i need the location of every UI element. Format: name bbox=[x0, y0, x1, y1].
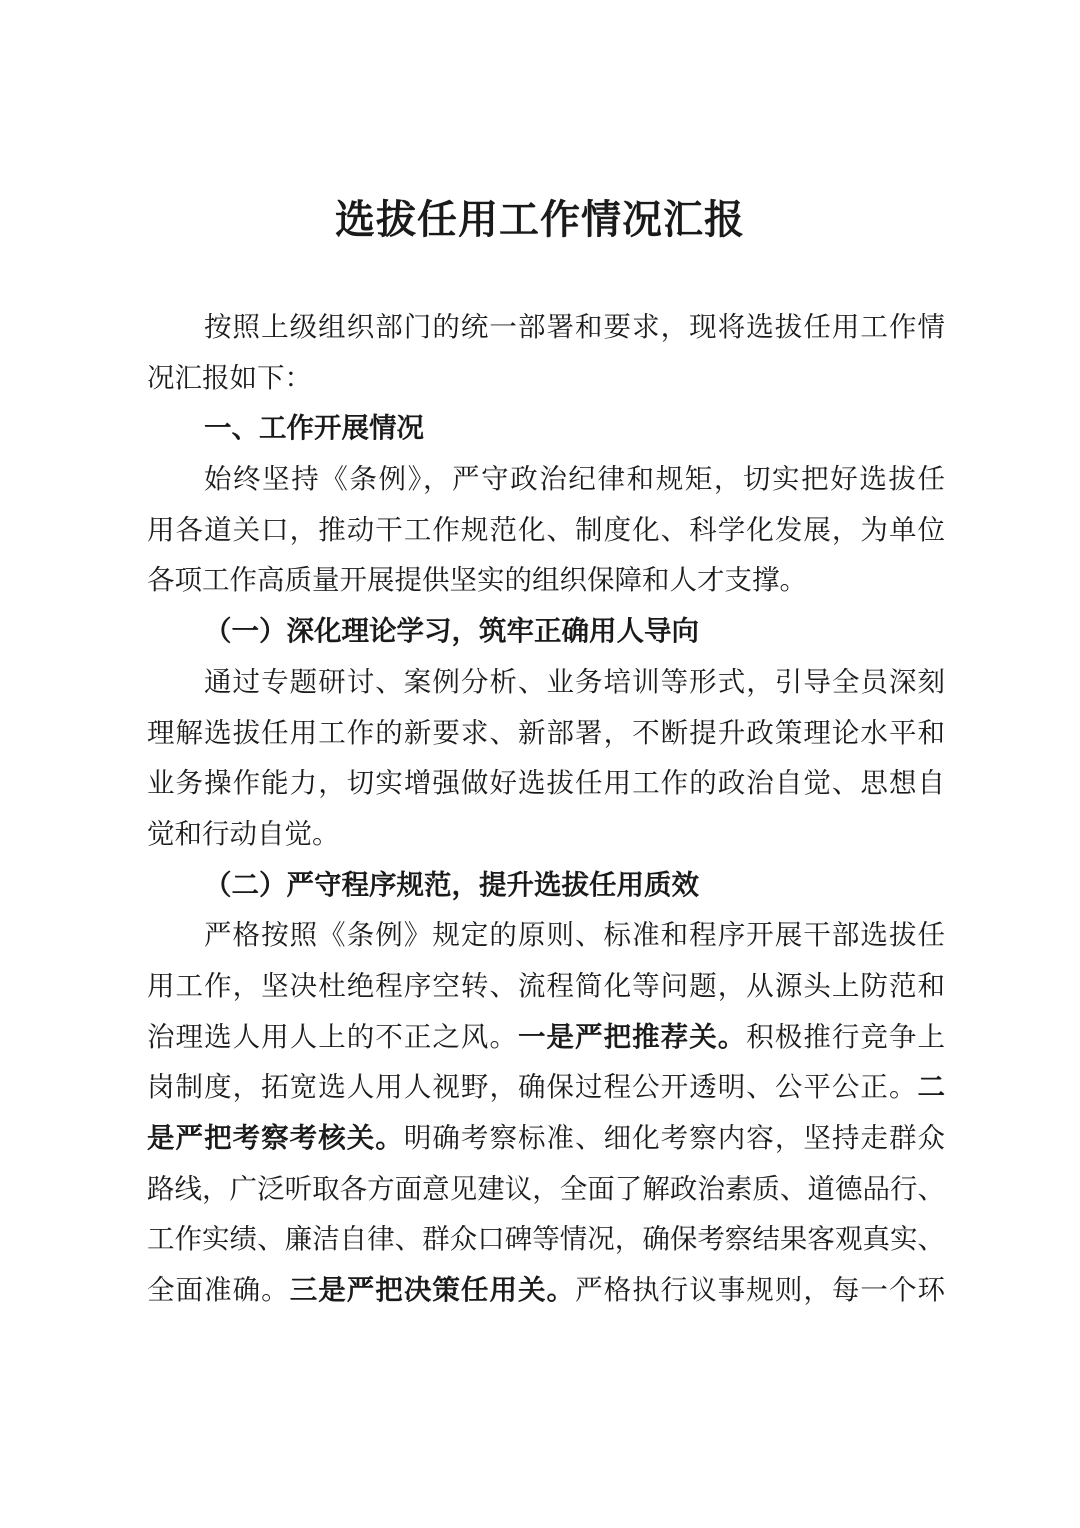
bold-text: 是严把考察考核关。 bbox=[147, 1122, 404, 1154]
section-heading-line bbox=[147, 403, 945, 454]
text-line bbox=[147, 1113, 945, 1164]
bold-text: （一）深化理论学习，筑牢正确用人导向 bbox=[204, 615, 699, 648]
text-run: 始终坚持《条例》，严守政治纪律和规矩，切实把好选拔任 bbox=[204, 463, 945, 496]
text-run: 用各道关口，推动干工作规范化、制度化、科学化发展，为单位 bbox=[147, 513, 945, 546]
text-run: 明确考察标准、细化考察内容，坚持走群众 bbox=[403, 1122, 946, 1154]
text-run: 用工作，坚决杜绝程序空转、流程简化等问题，从源头上防范和 bbox=[147, 969, 945, 1002]
text-line bbox=[147, 860, 945, 911]
text-run: 各项工作高质量开展提供坚实的组织保障和人才支撑。 bbox=[147, 564, 807, 597]
text-run: 治理选人用人上的不正之风。 bbox=[147, 1020, 518, 1053]
text-run: 业务操作能力，切实增强做好选拔任用工作的政治自觉、思想自 bbox=[147, 767, 945, 800]
text-run: 通过专题研讨、案例分析、业务培训等形式，引导全员深刻 bbox=[204, 665, 945, 698]
text-line bbox=[147, 1164, 945, 1215]
text-line bbox=[147, 606, 945, 657]
text-line bbox=[147, 1012, 945, 1063]
text-run: 理解选拔任用工作的新要求、新部署，不断提升政策理论水平和 bbox=[147, 716, 945, 749]
bold-text: 二 bbox=[917, 1071, 945, 1104]
text-line bbox=[147, 809, 945, 860]
text-line bbox=[147, 555, 945, 606]
text-line bbox=[147, 910, 945, 961]
text-run: 积极推行竞争上 bbox=[746, 1020, 946, 1053]
text-line bbox=[147, 758, 945, 809]
bold-text: 一、工作开展情况 bbox=[204, 412, 424, 445]
text-run: 工作实绩、廉洁自律、群众口碑等情况，确保考察结果客观真实、 bbox=[147, 1223, 945, 1256]
text-line bbox=[147, 1214, 945, 1265]
text-run: 严格执行议事规则，每一个环 bbox=[575, 1274, 946, 1307]
text-line bbox=[147, 454, 945, 505]
text-run: 严格按照《条例》规定的原则、标准和程序开展干部选拔任 bbox=[204, 919, 945, 952]
text-run: 况汇报如下： bbox=[147, 361, 312, 394]
text-line bbox=[147, 505, 945, 556]
text-run: 全面准确。 bbox=[147, 1274, 290, 1307]
document-body bbox=[147, 302, 945, 1316]
text-run: 岗制度，拓宽选人用人视野，确保过程公开透明、公平公正。 bbox=[147, 1071, 918, 1104]
text-line bbox=[147, 961, 945, 1012]
text-line bbox=[147, 1062, 945, 1113]
text-line bbox=[147, 657, 945, 708]
text-run: 路线，广泛听取各方面意见建议，全面了解政治素质、道德品行、 bbox=[147, 1172, 945, 1205]
text-line bbox=[147, 302, 945, 353]
text-line bbox=[147, 708, 945, 759]
document-title: 选拔任用工作情况汇报 bbox=[335, 196, 745, 243]
bold-text: 一是严把推荐关。 bbox=[517, 1020, 747, 1053]
bold-text: （二）严守程序规范，提升选拔任用质效 bbox=[204, 868, 699, 901]
bold-text: 三是严把决策任用关。 bbox=[289, 1274, 576, 1307]
text-line bbox=[147, 1265, 945, 1316]
text-line bbox=[147, 353, 945, 404]
text-run: 觉和行动自觉。 bbox=[147, 817, 340, 850]
text-run: 按照上级组织部门的统一部署和要求，现将选拔任用工作情 bbox=[204, 311, 945, 343]
